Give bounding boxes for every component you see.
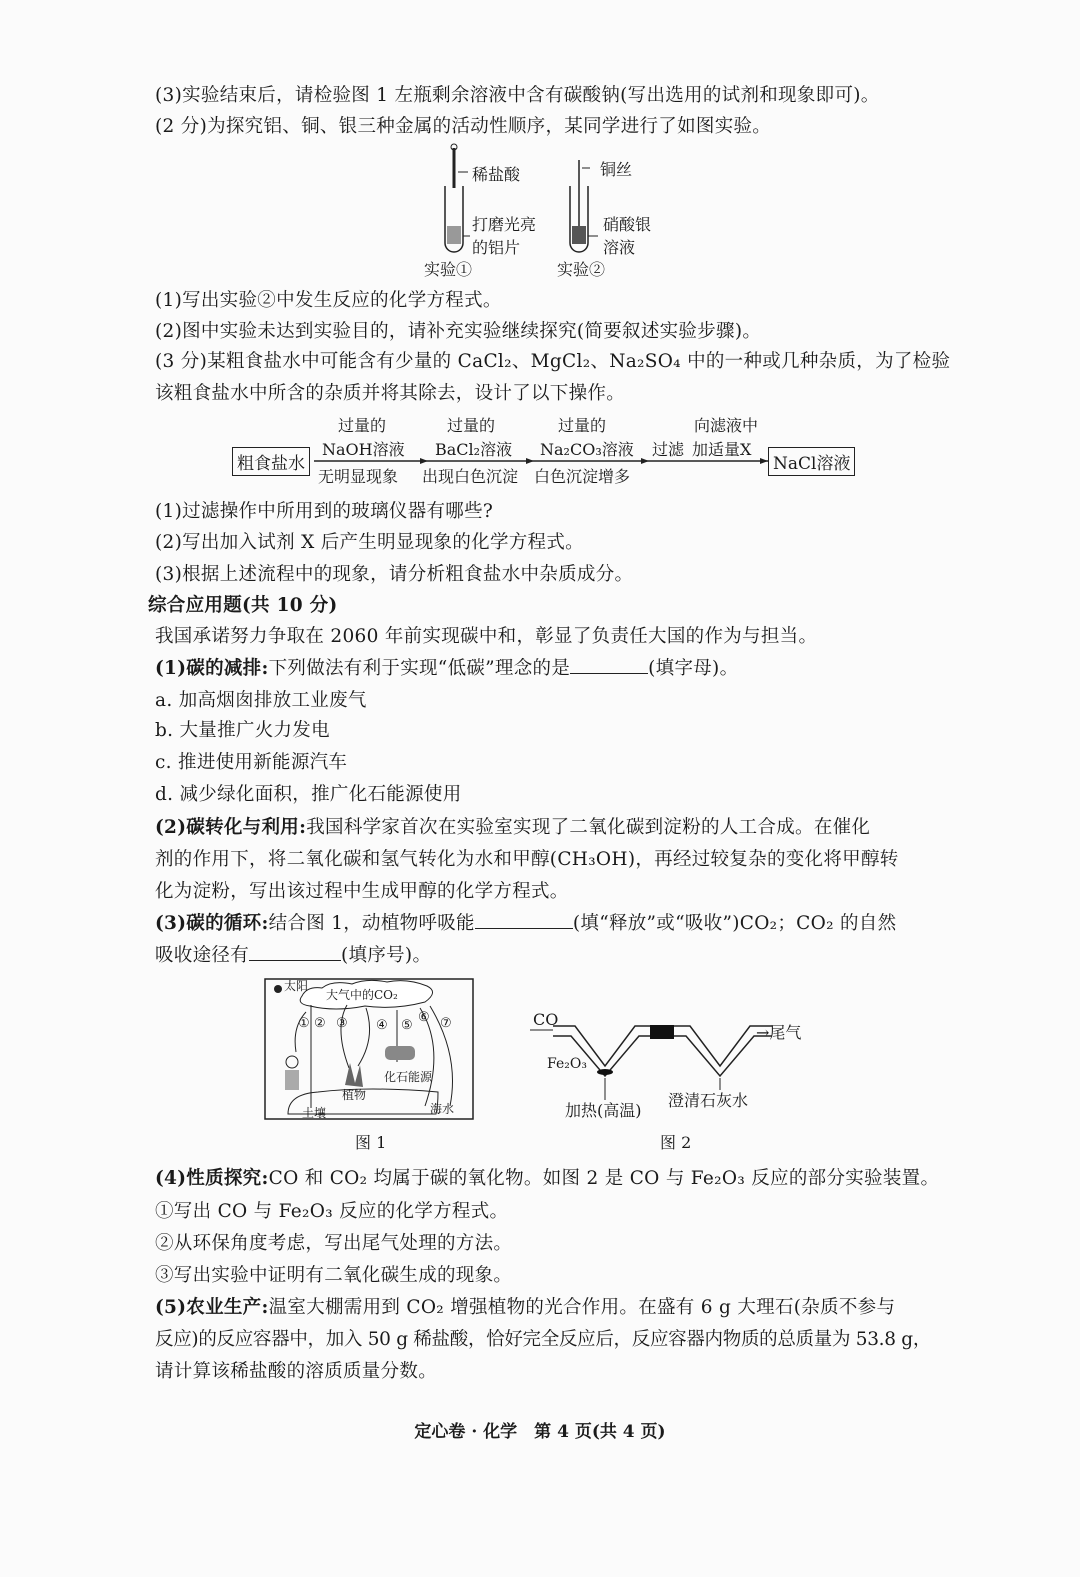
flow-filter-label: 过滤 — [652, 440, 685, 459]
part-text: 剂的作用下，将二氧化碳和氢气转化为水和甲醇(CH₃OH)，再经过较复杂的变化将甲醇转 — [155, 849, 899, 870]
option-b: b. 大量推广火力发电 — [155, 720, 330, 741]
part-text: 化为淀粉，写出该过程中生成甲醇的化学方程式。 — [155, 881, 569, 902]
flow-step-observation: 白色沉淀增多 — [534, 467, 631, 486]
metal-label: 打磨光亮 — [472, 215, 537, 234]
metal-label: 的铝片 — [472, 238, 521, 257]
part-text: 结合图 1，动植物呼吸能 — [268, 913, 475, 934]
path-number: ② — [314, 1016, 326, 1031]
option-c: c. 推进使用新能源汽车 — [155, 752, 348, 773]
flow-end-box: NaCl溶液 — [768, 447, 855, 476]
part-text: 反应)的反应容器中，加入 50 g 稀盐酸，恰好完全反应后，反应容器内物质的总质量为 53.8 g， — [155, 1329, 932, 1350]
part-text: (填“释放”或“吸收”)CO₂；CO₂ 的自然 — [572, 913, 897, 934]
path-number: ⑥ — [418, 1010, 430, 1025]
question-text: (3)实验结束后，请检验图 1 左瓶剩余溶液中含有碳酸钠(写出选用的试剂和现象即可)。 — [155, 85, 880, 106]
path-number: ⑦ — [440, 1016, 452, 1031]
question-intro: (2 分)为探究铝、铜、银三种金属的活动性顺序，某同学进行了如图实验。 — [155, 116, 772, 137]
question-part-4 — [155, 1164, 939, 1190]
fe2o3-label: Fe₂O₃ — [547, 1056, 587, 1072]
path-number: ⑤ — [401, 1018, 413, 1033]
part-label: (1)碳的减排: — [155, 658, 269, 679]
flow-step-reagent: BaCl₂溶液 — [435, 440, 513, 459]
co-label: CO — [533, 1010, 559, 1029]
flow-step-label: 过量的 — [447, 416, 496, 435]
path-number: ① — [298, 1016, 310, 1031]
limewater-label: 澄清石灰水 — [668, 1091, 749, 1110]
flow-step-reagent: NaOH溶液 — [322, 440, 405, 459]
page-footer: 定心卷 · 化学 第 4 页(共 4 页) — [414, 1422, 666, 1442]
sea-label: 海水 — [430, 1102, 455, 1116]
tail-gas-label: →尾气 — [756, 1023, 802, 1042]
figure-caption: 实验② — [557, 260, 606, 279]
solution-label: 硝酸银 — [603, 215, 652, 234]
question-text: (1)过滤操作中所用到的玻璃仪器有哪些? — [155, 501, 494, 522]
question-intro: 该粗食盐水中所含的杂质并将其除去，设计了以下操作。 — [155, 383, 626, 404]
part-text: 吸收途径有 — [155, 945, 250, 966]
question-text: (2)图中实验未达到实验目的，请补充实验继续探究(简要叙述实验步骤)。 — [155, 321, 762, 342]
part-label: (5)农业生产: — [155, 1297, 269, 1318]
part-text: 温室大棚需用到 CO₂ 增强植物的光合作用。在盛有 6 g 大理石(杂质不参与 — [268, 1297, 896, 1318]
flow-step-label: 过量的 — [558, 416, 607, 435]
part-text: CO 和 CO₂ 均属于碳的氧化物。如图 2 是 CO 与 Fe₂O₃ 反应的部分实验装置。 — [268, 1168, 940, 1189]
flow-step-observation: 无明显现象 — [318, 467, 399, 486]
question-text: (3)根据上述流程中的现象，请分析粗食盐水中杂质成分。 — [155, 564, 634, 585]
flow-step-reagent: Na₂CO₃溶液 — [540, 440, 634, 459]
part-label: (2)碳转化与利用: — [155, 817, 307, 838]
reagent-label: 铜丝 — [600, 160, 633, 179]
question-part-5 — [155, 1293, 895, 1319]
solution-label: 溶液 — [603, 238, 636, 257]
plant-label: 植物 — [342, 1088, 367, 1102]
cloud-label: 大气中的CO₂ — [326, 988, 398, 1002]
question-text: (2)写出加入试剂 X 后产生明显现象的化学方程式。 — [155, 532, 584, 553]
option-a: a. 加高烟囱排放工业废气 — [155, 690, 367, 711]
question-intro: (3 分)某粗食盐水中可能含有少量的 CaCl₂、MgCl₂、Na₂SO₄ 中的一种或几种杂质，为了检验 — [155, 351, 951, 372]
sun-label: 太阳 — [284, 979, 309, 993]
figure-caption: 实验① — [424, 260, 473, 279]
part-label: (3)碳的循环: — [155, 913, 269, 934]
part-text: 下列做法有利于实现“低碳”理念的是 — [268, 658, 571, 679]
figure-caption: 图 2 — [660, 1133, 692, 1152]
path-number: ④ — [376, 1018, 388, 1033]
sub-question: ①写出 CO 与 Fe₂O₃ 反应的化学方程式。 — [155, 1201, 509, 1222]
part-text: (填字母)。 — [648, 658, 739, 679]
part-label: (4)性质探究: — [155, 1168, 269, 1189]
sub-question: ②从环保角度考虑，写出尾气处理的方法。 — [155, 1233, 513, 1254]
reagent-label: 稀盐酸 — [472, 165, 521, 184]
part-text: 请计算该稀盐酸的溶质质量分数。 — [155, 1361, 438, 1382]
part-text: 我国科学家首次在实验室实现了二氧化碳到淀粉的人工合成。在催化 — [306, 817, 871, 838]
fossil-fuel-label: 化石能源 — [384, 1070, 433, 1084]
question-text: (1)写出实验②中发生反应的化学方程式。 — [155, 290, 502, 311]
option-d: d. 减少绿化面积，推广化石能源使用 — [155, 784, 462, 805]
flow-step-observation: 出现白色沉淀 — [422, 467, 519, 486]
heat-label: 加热(高温) — [565, 1101, 642, 1120]
soil-label: 土壤 — [302, 1106, 327, 1120]
flow-step-label: 过量的 — [338, 416, 387, 435]
question-intro: 我国承诺努力争取在 2060 年前实现碳中和，彰显了负责任大国的作为与担当。 — [155, 626, 818, 647]
figure-caption: 图 1 — [355, 1133, 387, 1152]
flow-step-label: 向滤液中 — [694, 416, 759, 435]
sub-question: ③写出实验中证明有二氧化碳生成的现象。 — [155, 1265, 513, 1286]
path-number: ③ — [336, 1016, 348, 1031]
flow-step-reagent: 加适量X — [692, 440, 752, 459]
section-heading: 综合应用题(共 10 分) — [148, 595, 338, 616]
part-text: (填序号)。 — [341, 945, 432, 966]
flow-start-box: 粗食盐水 — [232, 447, 310, 476]
